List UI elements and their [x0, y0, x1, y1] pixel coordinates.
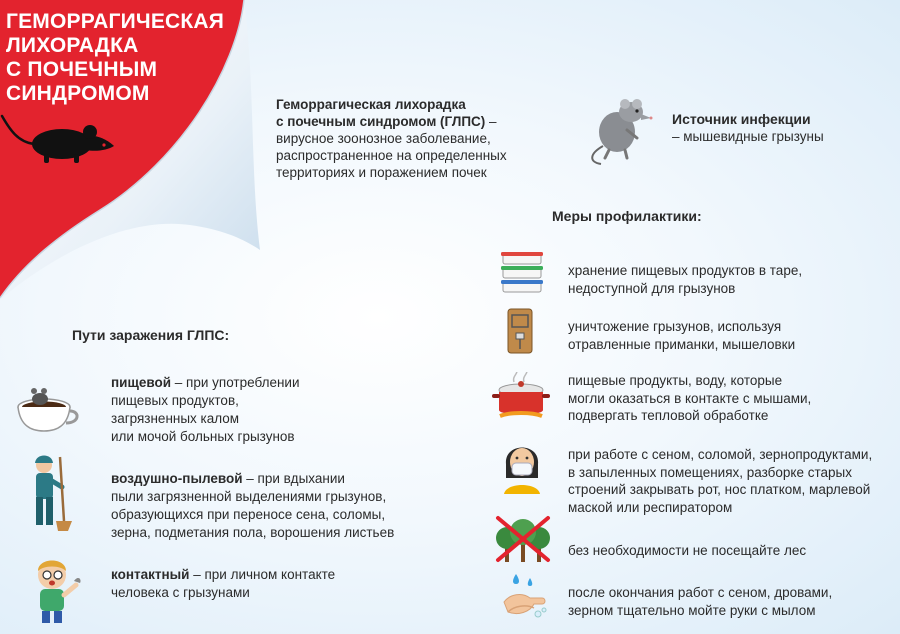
route-airborne-line-3: образующихся при переносе сена, соломы,	[111, 507, 386, 522]
route-food-line-4: или мочой больных грызунов	[111, 429, 295, 444]
prevention-item-2	[568, 318, 795, 353]
definition-desc-1: вирусное зоонозное заболевание,	[276, 131, 491, 146]
prevention-3-line-1: пищевые продукты, воду, которые	[568, 373, 783, 388]
route-airborne-name: воздушно-пылевой	[111, 471, 243, 486]
prevention-item-6	[568, 584, 832, 619]
route-food-first: – при употреблении	[171, 375, 300, 390]
route-food	[111, 374, 300, 446]
prevention-4-line-4: маской или респиратором	[568, 499, 733, 515]
infection-source-text: – мышевидные грызуны	[672, 129, 824, 144]
route-food-line-3: загрязненных калом	[111, 411, 240, 426]
prevention-1-line-1: хранение пищевых продуктов в таре,	[568, 263, 803, 278]
title-line-2: ЛИХОРАДКА	[6, 34, 139, 57]
prevention-1-line-2: недоступной для грызунов	[568, 280, 736, 296]
route-airborne	[111, 470, 394, 542]
prevention-2-line-2: отравленные приманки, мышеловки	[568, 336, 796, 352]
route-contact-first-line	[111, 566, 335, 584]
prevention-item-4	[568, 446, 872, 516]
definition-term-line2-wrap	[276, 113, 546, 130]
sweeping-worker-icon	[24, 451, 74, 533]
definition-desc-2: распространенное на определенных	[276, 148, 507, 163]
definition-term-line1: Геморрагическая лихорадка	[276, 97, 466, 112]
route-contact	[111, 566, 335, 602]
scared-boy-icon	[30, 555, 82, 625]
prevention-2-line-1: уничтожение грызунов, используя	[568, 319, 782, 334]
prevention-item-3	[568, 372, 811, 425]
definition-term-line2: с почечным синдромом (ГЛПС)	[276, 114, 486, 129]
prevention-4-line-3: строений закрывать рот, нос платком, марлевой	[568, 482, 871, 497]
prevention-6-line-1: после окончания работ с сеном, дровами,	[568, 585, 833, 600]
route-contact-name: контактный	[111, 567, 190, 582]
hand-washing-icon	[500, 572, 548, 622]
route-airborne-line-4: зерна, подметания пола, ворошения листьев	[111, 525, 395, 540]
route-airborne-line-2: пыли загрязненной выделениями грызунов,	[111, 489, 387, 504]
rat-icon	[583, 96, 659, 166]
prevention-3-line-2: могли оказаться в контакте с мышами,	[568, 390, 812, 406]
infection-source-title: Источник инфекции	[672, 111, 811, 127]
prevention-6-line-2: зерном тщательно мойте руки с мылом	[568, 602, 816, 618]
prevention-heading: Меры профилактики:	[552, 208, 702, 224]
mouse-silhouette-icon	[0, 108, 118, 168]
route-contact-line-2: человека с грызунами	[111, 585, 250, 600]
cup-with-rat-icon	[8, 385, 80, 435]
mousetrap-icon	[506, 307, 534, 355]
title-line-3: С ПОЧЕЧНЫМ	[6, 58, 158, 81]
route-food-line-2: пищевых продуктов,	[111, 393, 239, 408]
masked-woman-icon	[500, 438, 544, 494]
route-food-first-line	[111, 374, 300, 392]
route-contact-first: – при личном контакте	[189, 567, 336, 582]
title-line-4: СИНДРОМОМ	[6, 82, 150, 105]
prevention-3-line-3: подвергать тепловой обработке	[568, 408, 769, 423]
infection-source	[672, 110, 872, 146]
prevention-4-line-2: в запыленных помещениях, разборке старых	[568, 464, 852, 480]
prevention-item-5	[568, 542, 806, 560]
route-airborne-first-line	[111, 470, 394, 488]
route-food-name: пищевой	[111, 375, 172, 390]
routes-heading: Пути заражения ГЛПС:	[72, 327, 230, 343]
definition-desc-3: территориях и поражением почек	[276, 165, 487, 180]
banner-title	[6, 10, 224, 106]
definition-dash: –	[485, 114, 497, 129]
crossed-forest-icon	[492, 514, 554, 564]
definition-block	[276, 96, 546, 181]
prevention-5-line-1: без необходимости не посещайте лес	[568, 543, 807, 558]
prevention-4-line-1: при работе с сеном, соломой, зернопродуктами,	[568, 447, 873, 462]
route-airborne-first: – при вдыхании	[242, 471, 345, 486]
title-line-1: ГЕМОРРАГИЧЕСКАЯ	[6, 10, 225, 33]
food-containers-icon	[497, 250, 547, 296]
cooking-pot-icon	[490, 372, 552, 422]
prevention-item-1	[568, 262, 802, 297]
